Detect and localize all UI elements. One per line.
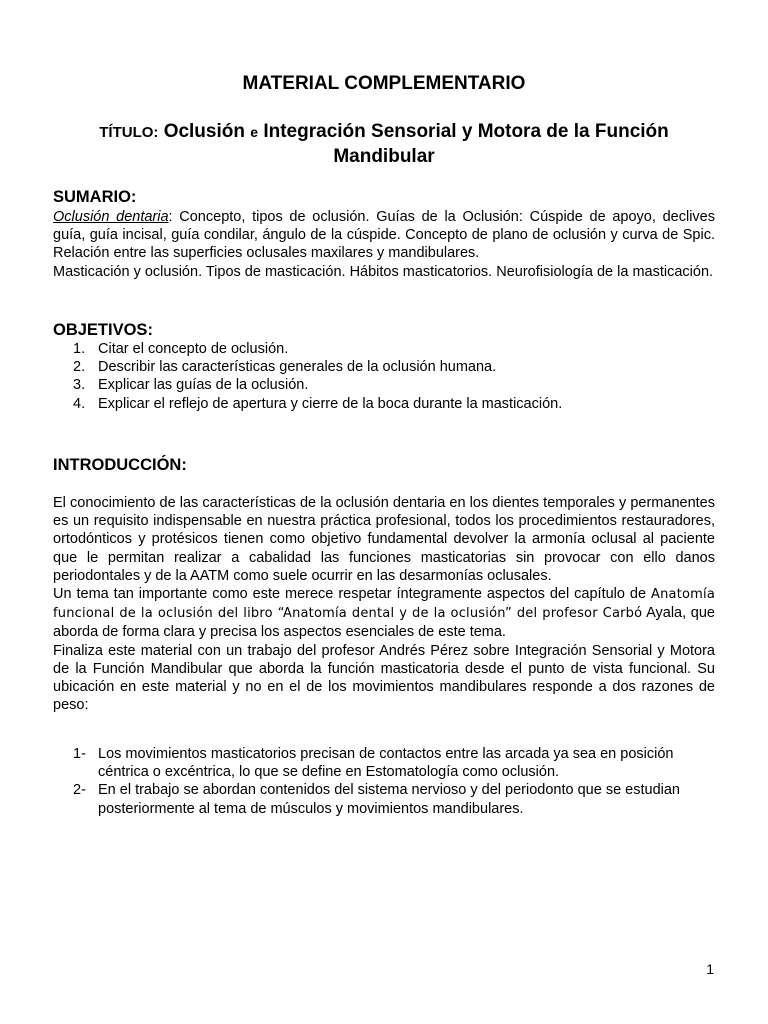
intro-p2-text-a: Un tema tan importante como este merece respetar íntegramente aspectos del capítulo de <box>53 586 651 603</box>
intro-paragraph-2 <box>53 585 715 642</box>
list-item <box>73 340 715 358</box>
introduccion-body <box>53 494 715 714</box>
objetivos-list <box>53 340 715 413</box>
sumario-heading: SUMARIO: <box>53 188 137 206</box>
intro-p2-text-b: Anatomía funcional de la oclusión del libro “Anatomía dental y de la oclusión” del profesor Carbó <box>53 587 715 622</box>
intro-paragraph-1: El conocimiento de las características de la oclusión dentaria en los dientes temporales y permanentes es un requisito indispensable en nuestra práctica profesional, todos los procedimientos restauradores, ortodónticos y protésicos tienen como objetivo fundamental devolver la armonía oclusal al paciente que le permitan realizar a cabalidad las funciones masticatorias sin provocar con ello danos periodontales y de la AATM como suele ocurrir en las desarmonías oclusales. <box>53 495 715 584</box>
intro-paragraph-3: Finaliza este material con un trabajo del profesor Andrés Pérez sobre Integración Sensorial y Motora de la Función Mandibular que aborda la función masticatoria desde el punto de vista funcional. Su ubicación en este material y no en el de los movimientos mandibulares responde a dos razones de peso: <box>53 642 715 714</box>
list-item <box>73 781 715 817</box>
list-text: En el trabajo se abordan contenidos del sistema nervioso y del periodonto que se estudian posteriormente al tema de músculos y movimientos mandibulares. <box>98 782 680 817</box>
objetivos-list-container <box>53 340 715 413</box>
introduccion-heading: INTRODUCCIÓN: <box>53 456 187 474</box>
list-number: 2- <box>73 782 86 799</box>
list-number: 2. <box>73 359 86 376</box>
intro-p2-text-c: Ayala, que aborda de forma clara y precisa los aspectos esenciales de este tema. <box>53 605 715 641</box>
page-number: 1 <box>706 961 714 977</box>
sumario-term: Oclusión dentaria <box>53 209 169 225</box>
titulo-part2: Integración Sensorial y Motora de la Función Mandibular <box>263 121 669 167</box>
sumario-paragraph-2: Masticación y oclusión. Tipos de masticación. Hábitos masticatorios. Neurofisiología de la masticación. <box>53 263 714 280</box>
list-text: Explicar el reflejo de apertura y cierre de la boca durante la masticación. <box>98 395 563 412</box>
titulo-connector: e <box>250 124 259 140</box>
list-item <box>73 376 715 394</box>
list-number: 3. <box>73 377 86 394</box>
list-item <box>73 358 715 376</box>
objetivos-heading: OBJETIVOS: <box>53 321 153 339</box>
sumario-body <box>53 208 715 281</box>
list-number: 4. <box>73 395 86 412</box>
document-subject-title <box>53 120 715 169</box>
list-number: 1- <box>73 746 86 762</box>
sumario-paragraph-1 <box>53 208 715 263</box>
list-number: 1. <box>73 341 86 357</box>
reasons-list <box>53 745 715 818</box>
list-text: Los movimientos masticatorios precisan de contactos entre las arcada ya sea en posición céntrica o excéntrica, lo que se define en Estomatología como oclusión. <box>98 746 674 781</box>
list-item <box>73 395 715 413</box>
list-text: Citar el concepto de oclusión. <box>98 341 289 357</box>
list-item <box>73 745 715 781</box>
list-text: Describir las características generales de la oclusión humana. <box>98 359 497 376</box>
reasons-list-container <box>53 745 715 818</box>
sumario-text-1: : Concepto, tipos de oclusión. Guías de la Oclusión: Cúspide de apoyo, declives guía, guía incisal, guía condilar, ángulo de la cúspide. Concepto de plano de oclusión y curva de Spic. Relación entre las superficies oclusales maxilares y mandibulares. <box>53 209 715 262</box>
list-text: Explicar las guías de la oclusión. <box>98 377 309 394</box>
titulo-label: TÍTULO: <box>99 124 159 141</box>
titulo-part1: Oclusión <box>163 121 245 142</box>
document-title: MATERIAL COMPLEMENTARIO <box>242 73 526 94</box>
